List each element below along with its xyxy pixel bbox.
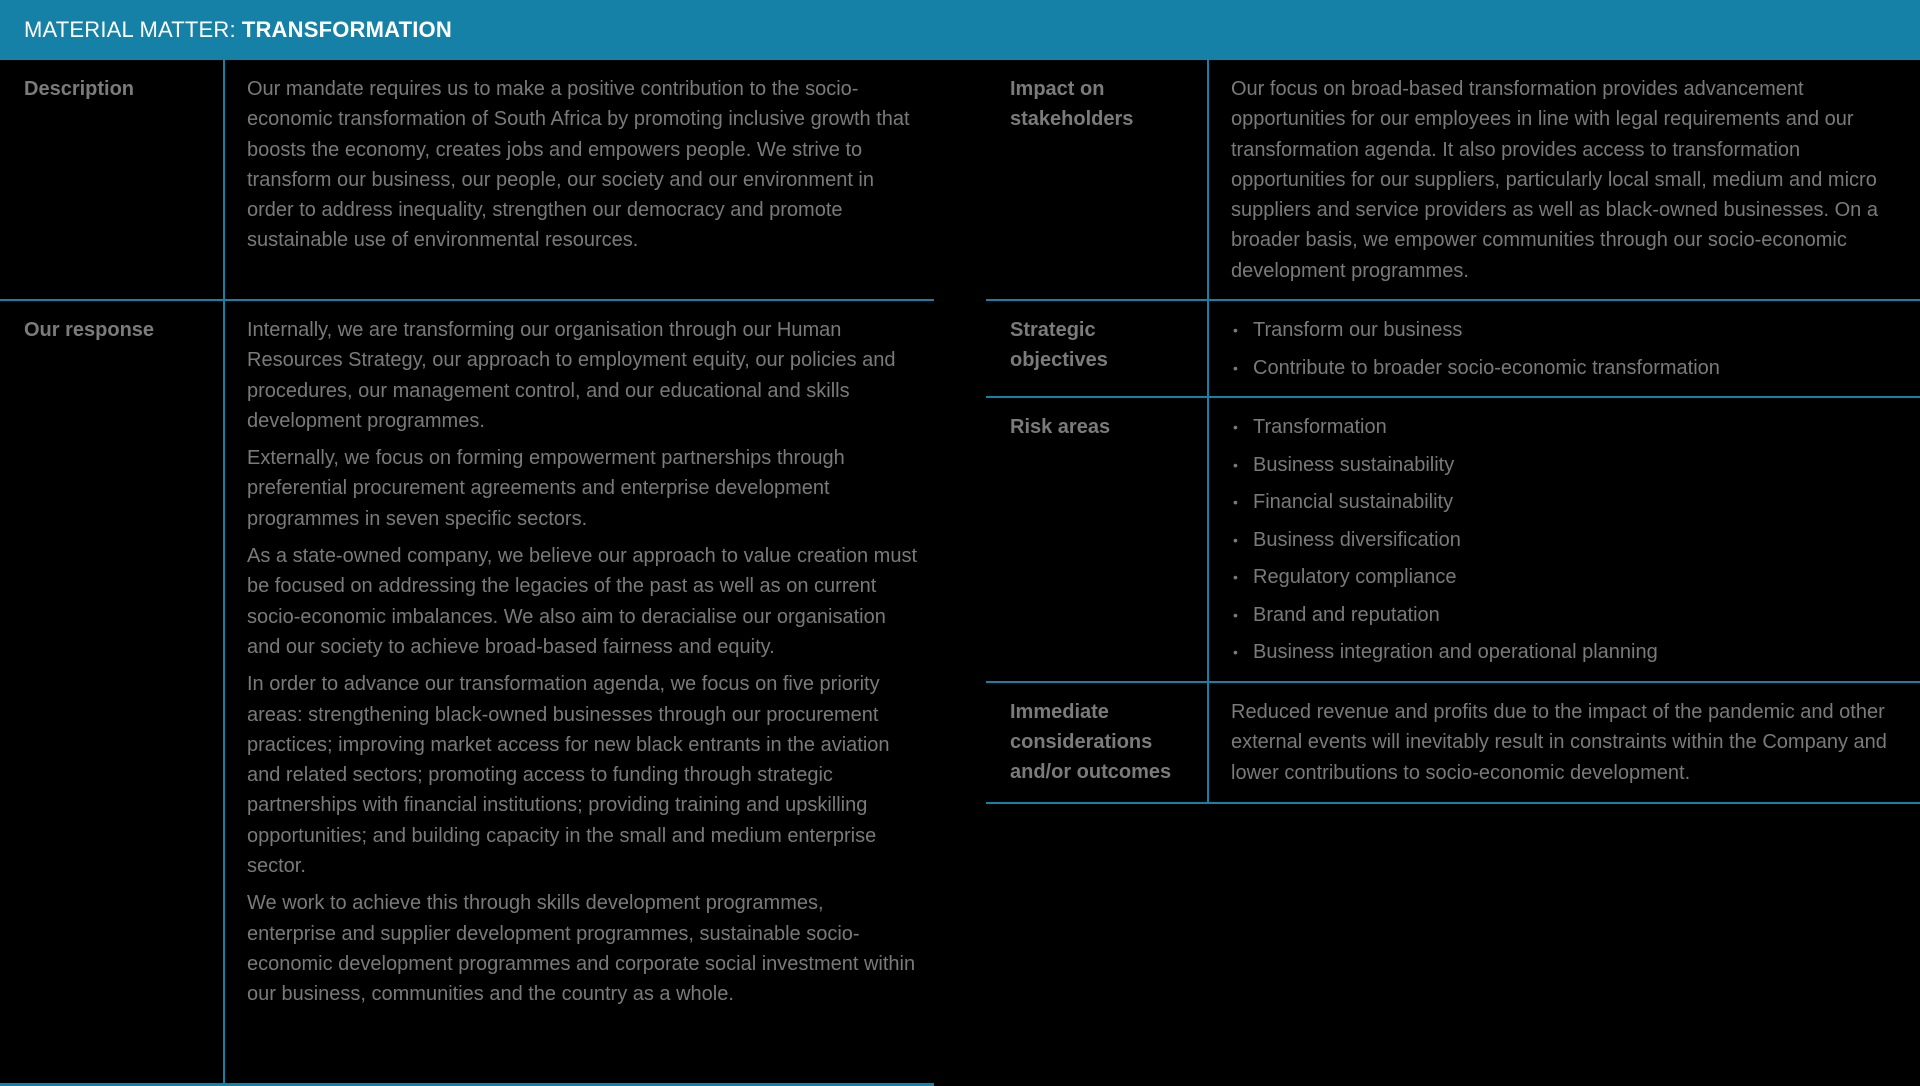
bullet-icon: •	[1233, 456, 1238, 473]
bullet-icon: •	[1233, 419, 1238, 435]
list-item-text: Financial sustainability	[1253, 491, 1454, 513]
list-item-text: Business sustainability	[1253, 453, 1455, 476]
response-paragraph: In order to advance our transformation agenda, we focus on five priority areas: strengthening black-owned businesses through our procurement practices; improving market access for new black entrants in the aviation and related sectors; promoting access to funding through strategic partnerships with financial institutions; providing training and upskilling opportunities; and building capacity in the small and medium enterprise sector.	[247, 673, 890, 878]
risks-row	[986, 398, 1920, 683]
bullet-icon: •	[1233, 644, 1238, 660]
outcomes-content	[1209, 683, 1920, 802]
response-label: Our response	[0, 301, 225, 1083]
description-row	[0, 60, 934, 301]
list-item-text: Transformation	[1253, 416, 1387, 438]
list-item-text: Business integration and operational planning	[1253, 641, 1658, 663]
list-item-text: Contribute to broader socio-economic transformation	[1253, 356, 1720, 379]
outcomes-label: Immediate considerations and/or outcomes	[986, 683, 1209, 802]
objectives-list	[1231, 315, 1904, 383]
list-item	[1231, 487, 1904, 517]
outcomes-text: Reduced revenue and profits due to the impact of the pandemic and other external events will inevitably result in constraints within the Company and lower contributions to socio-economic development.	[1231, 701, 1887, 784]
description-content	[225, 60, 934, 299]
objectives-content	[1209, 301, 1920, 396]
list-item-text: Transform our business	[1253, 319, 1463, 341]
response-paragraph: We work to achieve this through skills development programmes, enterprise and supplier development programmes, sustainable socio-economic development programmes and corporate social investment within our business, communities and the country as a whole.	[247, 892, 916, 1006]
list-item	[1231, 562, 1904, 592]
left-table	[0, 60, 934, 1086]
header-prefix: MATERIAL MATTER:	[24, 17, 236, 42]
bullet-icon: •	[1233, 606, 1238, 623]
header-title: TRANSFORMATION	[241, 17, 452, 42]
objectives-row	[986, 301, 1920, 398]
impact-text: Our focus on broad-based transformation provides advancement opportunities for our employees in line with legal requirements and our transformation agenda. It also provides access to transformation opportunities for our suppliers, particularly local small, medium and micro suppliers and service providers as well as black-owned businesses. On a broader basis, we empower communities through our socio-economic development programmes.	[1231, 78, 1878, 282]
response-row	[0, 301, 934, 1086]
risks-content	[1209, 398, 1920, 681]
list-item	[1231, 315, 1904, 345]
bullet-icon: •	[1233, 322, 1238, 338]
risks-label: Risk areas	[986, 398, 1209, 681]
response-paragraph: Internally, we are transforming our organisation through our Human Resources Strategy, our approach to employment equity, our policies and procedures, our management control, and our educational and skills development programmes.	[247, 319, 896, 432]
list-item	[1231, 412, 1904, 442]
impact-content	[1209, 60, 1920, 299]
bullet-icon: •	[1233, 494, 1238, 510]
right-table	[986, 60, 1920, 804]
list-item	[1231, 353, 1904, 383]
bullet-icon: •	[1233, 569, 1238, 585]
list-item-text: Business diversification	[1253, 528, 1461, 551]
description-text: Our mandate requires us to make a positive contribution to the socio-economic transformation of South Africa by promoting inclusive growth that boosts the economy, creates jobs and empowers people. We strive to transform our business, our people, our society and our environment in order to address inequality, strengthen our democracy and promote sustainable use of environmental resources.	[247, 78, 910, 252]
response-content	[225, 301, 934, 1083]
bullet-icon: •	[1233, 359, 1238, 376]
list-item	[1231, 525, 1904, 555]
impact-row	[986, 60, 1920, 301]
impact-label: Impact on stakeholders	[986, 60, 1209, 299]
response-paragraph: As a state-owned company, we believe our approach to value creation must be focused on addressing the legacies of the past as well as on current socio-economic imbalances. We also aim to deracialise our organisation and our society to achieve broad-based fairness and equity.	[247, 545, 917, 658]
list-item	[1231, 600, 1904, 630]
risks-list	[1231, 412, 1904, 667]
material-matter-header	[0, 0, 1920, 60]
list-item	[1231, 637, 1904, 667]
list-item	[1231, 450, 1904, 480]
list-item-text: Brand and reputation	[1253, 603, 1440, 626]
objectives-label: Strategic objectives	[986, 301, 1209, 396]
description-label: Description	[0, 60, 225, 299]
bullet-icon: •	[1233, 531, 1238, 548]
response-paragraph: Externally, we focus on forming empowerment partnerships through preferential procurement agreements and enterprise development programmes in seven specific sectors.	[247, 447, 845, 530]
outcomes-row	[986, 683, 1920, 804]
list-item-text: Regulatory compliance	[1253, 566, 1457, 588]
